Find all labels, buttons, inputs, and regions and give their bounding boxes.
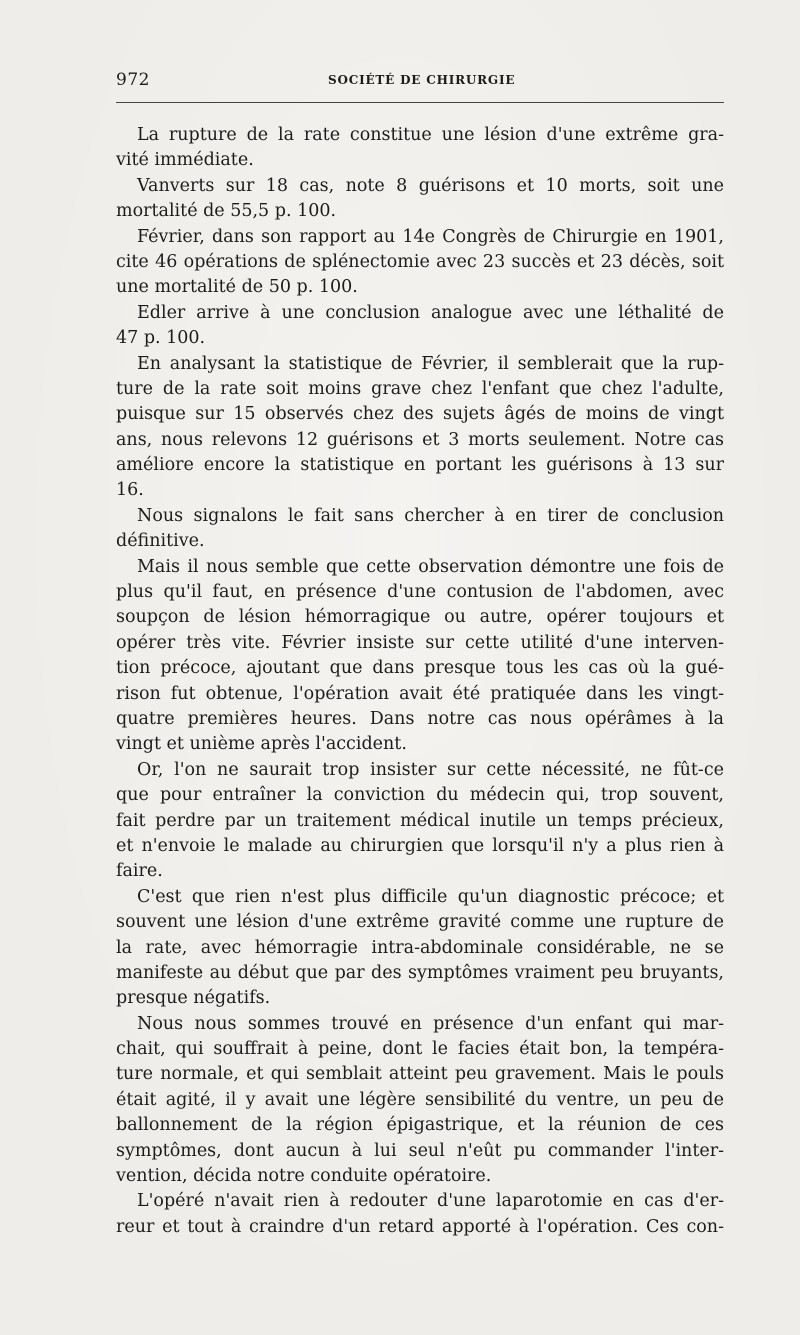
text-line: opérer très vite. Février insiste sur cette utilité d'une interven-	[116, 632, 724, 653]
text-line: améliore encore la statistique en portant les guérisons à 13 sur	[116, 455, 724, 476]
text-line: ans, nous relevons 12 guérisons et 3 morts seulement. Notre cas	[116, 429, 724, 450]
text-line: Edler arrive à une conclusion analogue avec une léthalité de	[137, 302, 724, 323]
text-line: Mais il nous semble que cette observation démontre une fois de	[137, 556, 724, 577]
text-line: quatre premières heures. Dans notre cas nous opérâmes à la	[116, 708, 724, 729]
text-line: souvent une lésion d'une extrême gravité comme une rupture de	[116, 912, 724, 933]
text-line: rison fut obtenue, l'opération avait été pratiquée dans les vingt-	[116, 683, 724, 704]
text-line: cite 46 opérations de splénectomie avec 23 succès et 23 décès, soit	[116, 251, 724, 272]
text-line: Vanverts sur 18 cas, note 8 guérisons et 10 morts, soit une	[137, 175, 724, 196]
text-line: Février, dans son rapport au 14e Congrès de Chirurgie en 1901,	[137, 226, 724, 247]
text-line: la rate, avec hémorragie intra-abdominale considérable, ne se	[116, 937, 724, 958]
text-line: Nous signalons le fait sans chercher à en tirer de conclusion	[137, 505, 724, 526]
text-line: faire.	[116, 861, 163, 882]
text-line: presque négatifs.	[116, 988, 271, 1009]
text-line: En analysant la statistique de Février, il semblerait que la rup-	[137, 353, 724, 374]
text-line: était agité, il y avait une légère sensibilité du ventre, un peu de	[116, 1089, 724, 1110]
text-line: symptômes, dont aucun à lui seul n'eût pu commander l'inter-	[116, 1140, 724, 1161]
text-line: vention, décida notre conduite opératoire.	[116, 1166, 492, 1187]
text-line: 16.	[116, 480, 144, 501]
text-line: définitive.	[116, 531, 205, 552]
text-line: ture de la rate soit moins grave chez l'enfant que chez l'adulte,	[116, 378, 724, 399]
text-line: chait, qui souffrait à peine, dont le facies était bon, la tempéra-	[116, 1039, 724, 1060]
text-line: soupçon de lésion hémorragique ou autre, opérer toujours et	[116, 607, 724, 628]
text-line: manifeste au début que par des symptômes vraiment peu bruyants,	[116, 962, 724, 983]
text-line: Or, l'on ne saurait trop insister sur cette nécessité, ne fût-ce	[137, 759, 724, 780]
text-line: puisque sur 15 observés chez des sujets âgés de moins de vingt	[116, 404, 724, 425]
text-line: C'est que rien n'est plus difficile qu'un diagnostic précoce; et	[137, 886, 724, 907]
text-line: vité immédiate.	[116, 150, 254, 171]
text-line: ballonnement de la région épigastrique, et la réunion de ces	[116, 1115, 724, 1136]
text-line: et n'envoie le malade au chirurgien que lorsqu'il n'y a plus rien à	[116, 835, 724, 856]
header-rule	[116, 102, 724, 103]
text-line: 47 p. 100.	[116, 328, 206, 349]
text-line: Nous nous sommes trouvé en présence d'un enfant qui mar-	[137, 1013, 724, 1034]
text-line: reur et tout à craindre d'un retard apporté à l'opération. Ces con-	[116, 1216, 724, 1237]
body-text	[116, 123, 724, 1240]
text-line: vingt et unième après l'accident.	[116, 734, 407, 755]
text-line: une mortalité de 50 p. 100.	[116, 277, 358, 298]
page-header	[116, 70, 724, 98]
text-line: L'opéré n'avait rien à redouter d'une laparotomie en cas d'er-	[137, 1191, 724, 1212]
page-number: 972	[116, 70, 150, 90]
text-line: plus qu'il faut, en présence d'une contusion de l'abdomen, avec	[116, 582, 724, 603]
text-line: ture normale, et qui semblait atteint peu gravement. Mais le pouls	[116, 1064, 724, 1085]
running-head: SOCIÉTÉ DE CHIRURGIE	[328, 73, 516, 87]
text-line: La rupture de la rate constitue une lésion d'une extrême gra-	[137, 125, 724, 145]
text-line: fait perdre par un traitement médical inutile un temps précieux,	[116, 810, 724, 831]
text-line: mortalité de 55,5 p. 100.	[116, 201, 337, 222]
text-line: tion précoce, ajoutant que dans presque tous les cas où la gué-	[116, 658, 724, 679]
text-line: que pour entraîner la conviction du médecin qui, trop souvent,	[116, 785, 724, 806]
